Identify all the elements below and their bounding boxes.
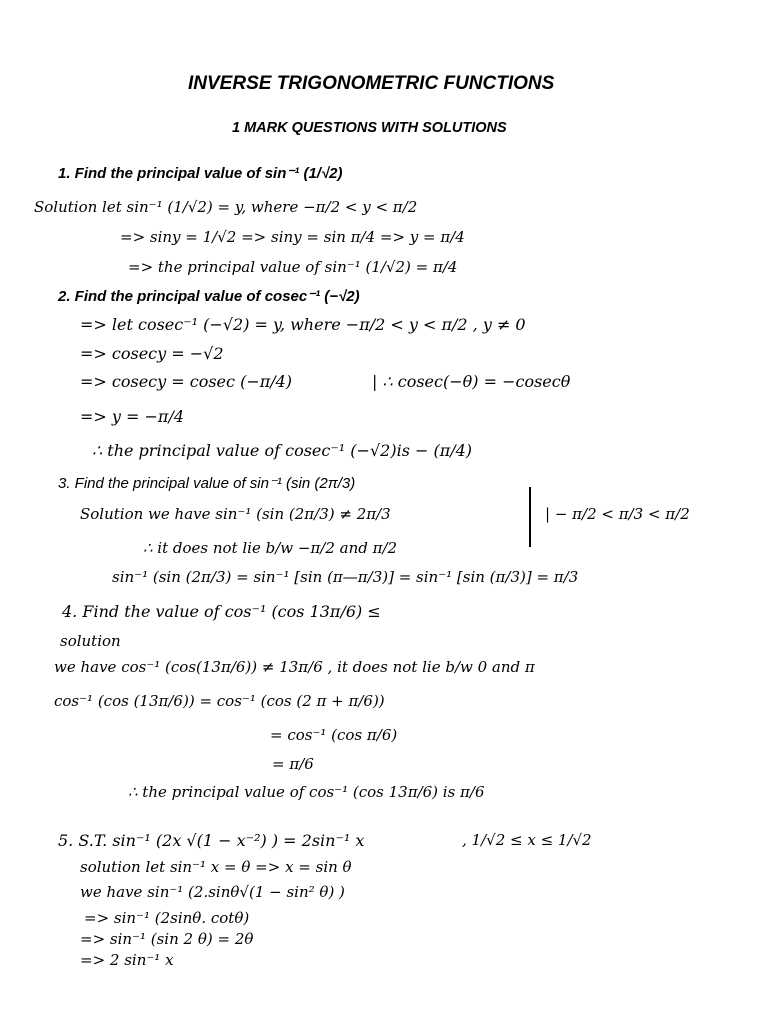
question-4: 4. Find the value of cos⁻¹ (cos 13π/6) ≤ [62, 602, 381, 621]
q3-solution-line-2: ∴ it does not lie b/w −π/2 and π/2 [143, 539, 398, 557]
q3-divider [529, 487, 531, 547]
q5-solution-line-5: => 2 sin⁻¹ x [80, 951, 174, 969]
question-1: 1. Find the principal value of sin⁻¹ (1/√2) [58, 165, 343, 182]
q3-solution-line-1: Solution we have sin⁻¹ (sin (2π/3) ≠ 2π/3 [80, 505, 391, 523]
q5-solution-line-1: solution let sin⁻¹ x = θ => x = sin θ [80, 858, 352, 876]
q5-solution-line-2: we have sin⁻¹ (2.sinθ√(1 − sin² θ) ) [80, 883, 345, 901]
q4-solution-line-2: cos⁻¹ (cos (13π/6)) = cos⁻¹ (cos (2 π + π/6)) [54, 692, 385, 710]
q2-solution-line-2: => cosecy = −√2 [80, 344, 224, 363]
q2-side-note: | ∴ cosec(−θ) = −cosecθ [372, 372, 571, 391]
q4-solution-line-1: we have cos⁻¹ (cos(13π/6)) ≠ 13π/6 , it does not lie b/w 0 and π [54, 658, 535, 676]
question-3: 3. Find the principal value of sin⁻¹ (sin (2π/3) [58, 475, 356, 492]
question-5: 5. S.T. sin⁻¹ (2x √(1 − x⁻²) ) = 2sin⁻¹ x [58, 831, 365, 850]
page-subtitle: 1 MARK QUESTIONS WITH SOLUTIONS [232, 120, 507, 136]
q3-solution-line-3: sin⁻¹ (sin (2π/3) = sin⁻¹ [sin (π—π/3)] = sin⁻¹ [sin (π/3)] = π/3 [112, 568, 579, 586]
q5-solution-line-4: => sin⁻¹ (sin 2 θ) = 2θ [80, 930, 254, 948]
q1-solution-line-1: Solution let sin⁻¹ (1/√2) = y, where −π/2 < y < π/2 [34, 198, 418, 216]
q5-side-note: , 1/√2 ≤ x ≤ 1/√2 [462, 831, 592, 849]
q4-solution-label: solution [60, 632, 121, 650]
q4-solution-line-4: = π/6 [272, 755, 314, 773]
q3-side-note: | − π/2 < π/3 < π/2 [545, 505, 690, 523]
question-2: 2. Find the principal value of cosec⁻¹ (−√2) [58, 288, 360, 305]
q2-solution-line-4: => y = −π/4 [80, 407, 185, 426]
q1-solution-line-2: => siny = 1/√2 => siny = sin π/4 => y = π/4 [120, 228, 465, 246]
q1-solution-line-3: => the principal value of sin⁻¹ (1/√2) = π/4 [128, 258, 458, 276]
page-title: INVERSE TRIGONOMETRIC FUNCTIONS [188, 73, 555, 94]
q2-solution-line-3: => cosecy = cosec (−π/4) [80, 372, 293, 391]
q4-solution-line-3: = cos⁻¹ (cos π/6) [270, 726, 398, 744]
q2-solution-line-5: ∴ the principal value of cosec⁻¹ (−√2)is − (π/4) [92, 441, 473, 460]
q4-solution-line-5: ∴ the principal value of cos⁻¹ (cos 13π/6) is π/6 [128, 783, 485, 801]
q2-solution-line-1: => let cosec⁻¹ (−√2) = y, where −π/2 < y < π/2 , y ≠ 0 [80, 315, 526, 334]
q5-solution-line-3: => sin⁻¹ (2sinθ. cotθ) [84, 909, 250, 927]
